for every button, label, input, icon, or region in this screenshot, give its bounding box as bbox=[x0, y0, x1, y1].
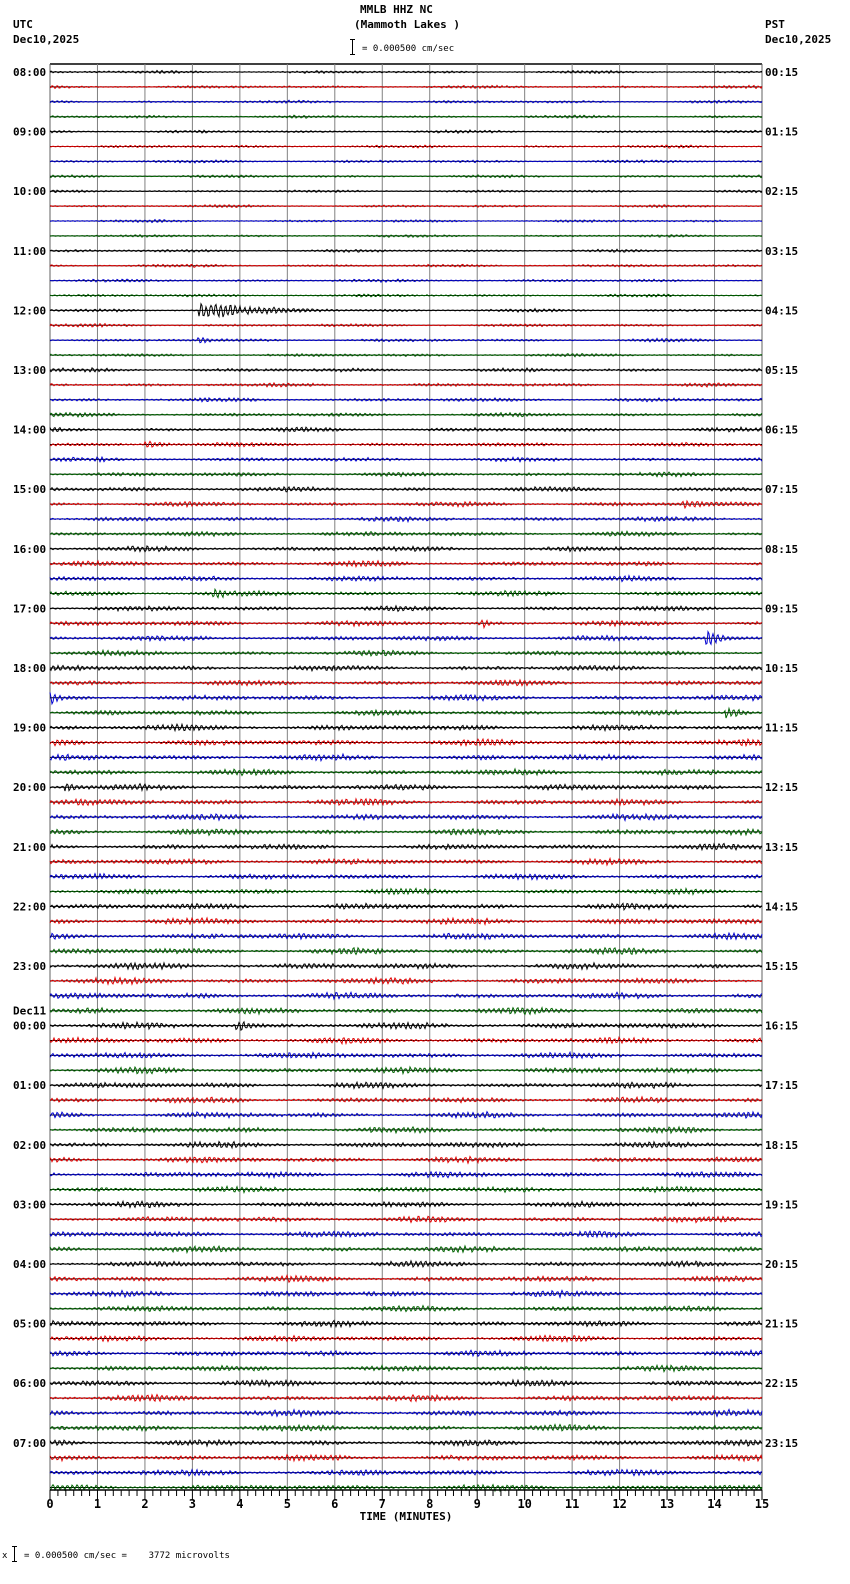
x-tick-label: 10 bbox=[517, 1497, 532, 1511]
pst-hour-label: 22:15 bbox=[765, 1377, 799, 1391]
x-axis-title: TIME (MINUTES) bbox=[359, 1510, 453, 1523]
date-change-label: Dec11 bbox=[13, 1004, 47, 1018]
right-timezone: PST bbox=[765, 18, 785, 31]
pst-hour-label: 05:15 bbox=[765, 364, 799, 377]
trace-waveform bbox=[50, 85, 762, 88]
trace-waveform bbox=[50, 294, 762, 297]
trace-waveform bbox=[50, 175, 762, 178]
utc-hour-label: 11:00 bbox=[13, 244, 47, 258]
utc-hour-label: 14:00 bbox=[13, 423, 47, 437]
x-tick-label: 12 bbox=[612, 1497, 627, 1511]
pst-hour-label: 21:15 bbox=[765, 1317, 799, 1331]
utc-hour-label: 01:00 bbox=[13, 1079, 47, 1093]
trace-waveform bbox=[50, 501, 762, 508]
x-tick-label: 6 bbox=[331, 1497, 339, 1511]
pst-hour-label: 01:15 bbox=[765, 125, 799, 139]
pst-hour-label: 13:15 bbox=[765, 840, 799, 854]
utc-hour-label: 07:00 bbox=[13, 1436, 47, 1450]
x-tick-label: 13 bbox=[659, 1497, 675, 1511]
trace-waveform bbox=[50, 724, 762, 730]
utc-hour-label: 05:00 bbox=[13, 1317, 47, 1331]
trace-waveform bbox=[50, 620, 762, 627]
trace-waveform bbox=[50, 100, 762, 103]
pst-hour-label: 17:15 bbox=[765, 1079, 799, 1093]
x-tick-label: 15 bbox=[754, 1497, 770, 1511]
x-tick-label: 8 bbox=[426, 1497, 434, 1511]
utc-hour-label: 21:00 bbox=[13, 840, 47, 854]
pst-hour-label: 02:15 bbox=[765, 185, 799, 199]
utc-hour-label: 02:00 bbox=[13, 1138, 47, 1152]
pst-hour-label: 19:15 bbox=[765, 1198, 799, 1212]
trace-waveform bbox=[50, 1172, 762, 1178]
x-tick-label: 7 bbox=[378, 1497, 386, 1511]
pst-hour-label: 18:15 bbox=[765, 1138, 799, 1152]
trace-waveform bbox=[50, 918, 762, 924]
footer-scale-prefix: x bbox=[2, 1551, 8, 1561]
x-tick-label: 2 bbox=[141, 1497, 149, 1511]
utc-hour-label: 13:00 bbox=[13, 364, 47, 377]
utc-hour-label: 15:00 bbox=[13, 483, 47, 497]
utc-hour-label: 18:00 bbox=[13, 662, 47, 675]
pst-hour-label: 00:15 bbox=[765, 66, 799, 79]
trace-waveform bbox=[50, 1082, 762, 1088]
trace-waveform bbox=[50, 576, 762, 582]
trace-waveform bbox=[50, 190, 762, 193]
pst-hour-label: 15:15 bbox=[765, 960, 799, 973]
trace-waveform bbox=[50, 279, 762, 282]
station-title: MMLB HHZ NC bbox=[360, 3, 433, 16]
footer-scale-bar-icon bbox=[12, 1546, 17, 1562]
left-timezone: UTC bbox=[13, 18, 33, 31]
trace-waveform bbox=[50, 1157, 762, 1164]
x-tick-label: 3 bbox=[188, 1497, 197, 1511]
trace-waveform bbox=[50, 650, 762, 656]
utc-hour-label: 22:00 bbox=[13, 900, 47, 914]
x-tick-label: 9 bbox=[473, 1497, 481, 1511]
utc-hour-label: 04:00 bbox=[13, 1258, 47, 1271]
pst-hour-label: 06:15 bbox=[765, 423, 799, 437]
pst-hour-label: 08:15 bbox=[765, 542, 799, 556]
pst-hour-label: 12:15 bbox=[765, 781, 799, 795]
utc-hour-label: 23:00 bbox=[13, 960, 47, 973]
utc-hour-label: 08:00 bbox=[13, 66, 47, 79]
scale-text: = 0.000500 cm/sec bbox=[362, 44, 455, 54]
left-date: Dec10,2025 bbox=[13, 33, 80, 46]
trace-waveform bbox=[50, 814, 762, 820]
trace-waveform bbox=[50, 829, 762, 835]
trace-waveform bbox=[50, 130, 762, 133]
trace-waveform bbox=[50, 1097, 762, 1103]
pst-hour-label: 10:15 bbox=[765, 662, 799, 675]
trace-waveform bbox=[50, 1335, 762, 1341]
pst-hour-label: 09:15 bbox=[765, 602, 799, 616]
pst-hour-label: 03:15 bbox=[765, 244, 799, 258]
right-date: Dec10,2025 bbox=[765, 33, 832, 46]
trace-waveform bbox=[50, 324, 762, 327]
utc-hour-label: 00:00 bbox=[13, 1019, 47, 1033]
trace-waveform bbox=[50, 1142, 762, 1148]
pst-hour-label: 11:15 bbox=[765, 721, 799, 735]
pst-hour-label: 04:15 bbox=[765, 304, 799, 318]
utc-hour-label: 12:00 bbox=[13, 304, 47, 318]
trace-waveform bbox=[50, 383, 762, 387]
utc-hour-label: 09:00 bbox=[13, 125, 47, 139]
pst-hour-label: 16:15 bbox=[765, 1019, 799, 1033]
trace-waveform bbox=[50, 709, 762, 719]
trace-waveform bbox=[50, 398, 762, 402]
pst-hour-label: 20:15 bbox=[765, 1258, 799, 1271]
x-tick-label: 11 bbox=[564, 1497, 580, 1511]
utc-hour-label: 06:00 bbox=[13, 1377, 47, 1391]
pst-hour-label: 23:15 bbox=[765, 1436, 799, 1450]
x-tick-label: 0 bbox=[46, 1497, 54, 1511]
trace-waveform bbox=[50, 160, 762, 163]
pst-hour-label: 07:15 bbox=[765, 483, 799, 497]
trace-waveform bbox=[50, 1291, 762, 1298]
trace-waveform bbox=[50, 264, 762, 267]
x-tick-label: 14 bbox=[707, 1497, 722, 1511]
trace-waveform bbox=[50, 427, 762, 432]
footer-scale-text: = 0.000500 cm/sec = 3772 microvolts bbox=[24, 1551, 230, 1561]
pst-hour-label: 14:15 bbox=[765, 900, 799, 914]
utc-hour-label: 16:00 bbox=[13, 542, 47, 556]
x-tick-label: 4 bbox=[236, 1497, 244, 1511]
utc-hour-label: 10:00 bbox=[13, 185, 47, 199]
utc-hour-label: 03:00 bbox=[13, 1198, 47, 1212]
trace-waveform bbox=[50, 1470, 762, 1476]
trace-waveform bbox=[50, 531, 762, 536]
trace-waveform bbox=[50, 1246, 762, 1252]
utc-hour-label: 19:00 bbox=[13, 721, 47, 735]
trace-waveform bbox=[50, 903, 762, 909]
x-tick-label: 1 bbox=[93, 1497, 102, 1511]
utc-hour-label: 20:00 bbox=[13, 781, 47, 795]
utc-hour-label: 17:00 bbox=[13, 602, 47, 616]
location-title: (Mammoth Lakes ) bbox=[354, 18, 460, 31]
traces bbox=[50, 71, 762, 1491]
x-tick-label: 5 bbox=[283, 1497, 291, 1511]
